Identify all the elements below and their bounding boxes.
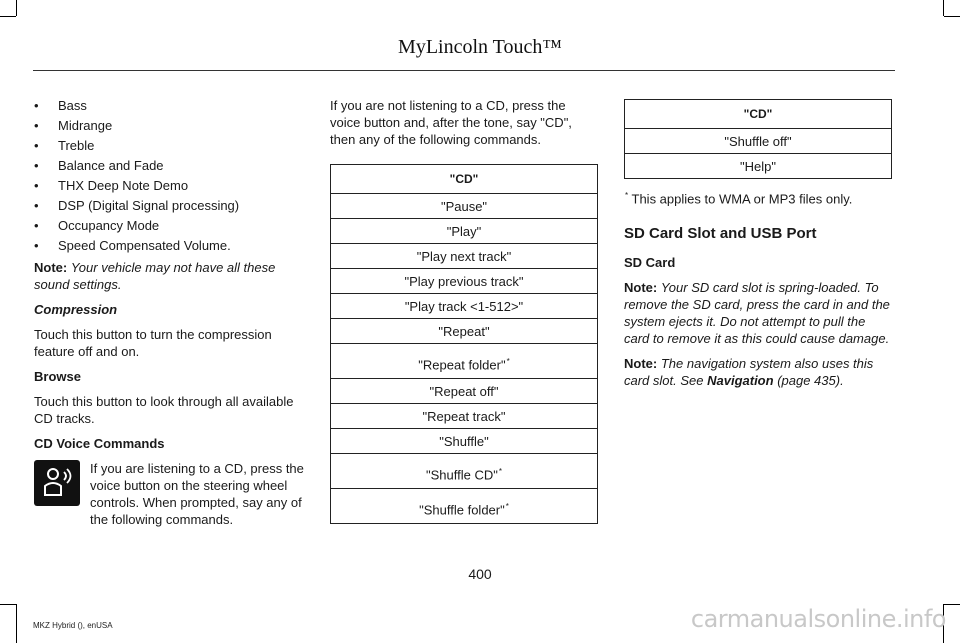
list-item: • DSP (Digital Signal processing) xyxy=(34,197,304,217)
table-header: "CD" xyxy=(625,100,892,129)
table-row: "Repeat folder"* xyxy=(331,344,598,379)
table-row: "Play previous track" xyxy=(331,269,598,294)
note-label: Note: xyxy=(34,260,68,275)
table-row: "Play" xyxy=(331,219,598,244)
column-middle xyxy=(330,97,598,524)
table-row: "Repeat off" xyxy=(331,379,598,404)
cd-voice-block xyxy=(34,460,304,528)
sd-card-heading: SD Card xyxy=(624,255,676,271)
footnote-mark: * xyxy=(625,191,629,200)
doc-code: MKZ Hybrid (), enUSA xyxy=(33,621,113,630)
list-item: • Occupancy Mode xyxy=(34,217,304,237)
crop-mark xyxy=(944,16,960,17)
table-row: "Shuffle off" xyxy=(625,129,892,154)
cd-voice-heading: CD Voice Commands xyxy=(34,436,165,451)
table-row: "Help" xyxy=(625,154,892,179)
sound-settings-note xyxy=(34,259,304,293)
footnote-text: This applies to WMA or MP3 files only. xyxy=(631,191,853,207)
table-row: "Repeat track" xyxy=(331,404,598,429)
cd-commands-table xyxy=(330,164,598,524)
list-item: • Midrange xyxy=(34,117,304,137)
crop-mark xyxy=(16,0,17,16)
compression-heading: Compression xyxy=(34,302,118,317)
table-row: "Play next track" xyxy=(331,244,598,269)
crop-mark xyxy=(944,604,960,605)
sd-card-note: Note: Your SD card slot is spring-loaded. To remove the SD card, press the card in and the system ejects it. Do not attempt to pull the card to remove it as this could cause damage. xyxy=(624,280,890,347)
list-item: • Speed Compensated Volume. xyxy=(34,237,304,257)
watermark: carmanualsonline.info xyxy=(690,605,946,633)
crop-mark xyxy=(0,604,16,605)
table-row: "Play track <1-512>" xyxy=(331,294,598,319)
list-item: • Bass xyxy=(34,97,304,117)
section-heading: SD Card Slot and USB Port xyxy=(624,225,817,243)
voice-command-icon xyxy=(34,460,80,506)
note-text: Your vehicle may not have all these sound settings. xyxy=(34,260,276,292)
page-title: MyLincoln Touch™ xyxy=(398,36,562,58)
table-row: "Repeat" xyxy=(331,319,598,344)
crop-mark xyxy=(16,604,17,643)
crop-mark xyxy=(943,0,944,16)
column-left xyxy=(34,97,304,528)
navigation-note: Note: The navigation system also uses this card slot. See Navigation (page 435). xyxy=(624,356,874,389)
table-row: "Pause" xyxy=(331,194,598,219)
table-header: "CD" xyxy=(331,165,598,194)
crop-mark xyxy=(0,16,16,17)
table-row: "Shuffle folder"* xyxy=(331,489,598,524)
header-divider xyxy=(33,70,895,71)
sound-settings-list xyxy=(34,97,304,257)
not-listening-intro: If you are not listening to a CD, press the voice button and, after the tone, say "CD", then any of the following commands. xyxy=(330,98,572,147)
page-number: 400 xyxy=(468,566,492,582)
table-row: "Shuffle CD"* xyxy=(331,454,598,489)
list-item: • Treble xyxy=(34,137,304,157)
list-item: • Balance and Fade xyxy=(34,157,304,177)
cd-commands-table-continued xyxy=(624,99,892,179)
navigation-link[interactable]: Navigation xyxy=(707,373,774,389)
cd-voice-text: If you are listening to a CD, press the voice button on the steering wheel controls. When prompted, say any of the following commands. xyxy=(90,461,304,527)
table-row: "Shuffle" xyxy=(331,429,598,454)
list-item: • THX Deep Note Demo xyxy=(34,177,304,197)
browse-text: Touch this button to look through all available CD tracks. xyxy=(34,394,294,426)
column-right xyxy=(624,99,894,397)
browse-heading: Browse xyxy=(34,369,81,384)
footnote xyxy=(624,187,894,207)
compression-text: Touch this button to turn the compression feature off and on. xyxy=(34,327,272,359)
